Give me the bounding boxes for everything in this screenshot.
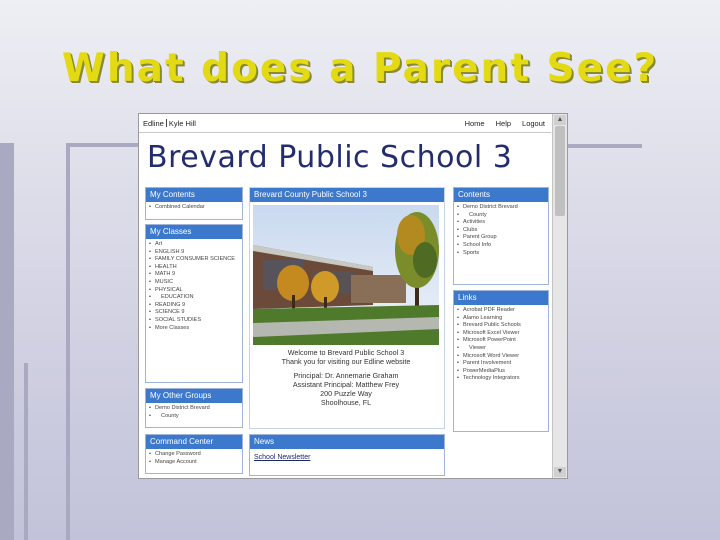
list-item[interactable]: • Acrobat PDF Reader bbox=[454, 307, 548, 315]
account-info bbox=[143, 119, 196, 128]
home-link[interactable]: Home bbox=[464, 119, 485, 128]
list-item[interactable]: • Activities bbox=[454, 219, 548, 227]
list-item[interactable]: • SOCIAL STUDIES bbox=[146, 317, 242, 325]
slide-deco-bar bbox=[66, 143, 138, 147]
welcome-line: Thank you for visiting our Edline website bbox=[281, 357, 411, 366]
product-name: Edline bbox=[143, 119, 164, 128]
principal-line: Principal: Dr. Annemarie Graham bbox=[293, 371, 399, 380]
list-item[interactable]: • Change Password bbox=[146, 451, 242, 459]
my-contents-heading: My Contents bbox=[146, 188, 242, 202]
school-box-heading: Brevard County Public School 3 bbox=[250, 188, 444, 202]
list-item[interactable]: • Brevard Public Schools bbox=[454, 322, 548, 330]
divider bbox=[166, 119, 167, 127]
list-item[interactable]: • Combined Calendar bbox=[146, 204, 242, 212]
list-item[interactable]: • Viewer bbox=[454, 345, 548, 353]
welcome-text bbox=[251, 348, 441, 407]
list-item[interactable]: • Technology Integrators bbox=[454, 375, 548, 383]
list-item[interactable]: • Sports bbox=[454, 250, 548, 258]
list-item[interactable]: • County bbox=[454, 212, 548, 220]
my-contents-box bbox=[145, 187, 243, 220]
list-item[interactable]: • More Classes bbox=[146, 325, 242, 333]
school-building-image bbox=[253, 205, 439, 345]
my-contents-list bbox=[146, 202, 242, 212]
list-item[interactable]: • Microsoft Word Viewer bbox=[454, 353, 548, 361]
my-classes-list bbox=[146, 239, 242, 332]
list-item[interactable]: • HEALTH bbox=[146, 264, 242, 272]
list-item[interactable]: • FAMILY CONSUMER SCIENCE bbox=[146, 256, 242, 264]
logout-link[interactable]: Logout bbox=[522, 119, 545, 128]
list-item[interactable]: • PowerMediaPlus bbox=[454, 368, 548, 376]
city-line: Shoolhouse, FL bbox=[320, 398, 372, 407]
list-item[interactable]: • MUSIC bbox=[146, 279, 242, 287]
site-title: Brevard Public School 3 bbox=[147, 140, 513, 175]
slide-deco-bar bbox=[66, 143, 70, 540]
list-item[interactable]: • Demo District Brevard bbox=[454, 204, 548, 212]
list-item[interactable]: • Microsoft Excel Viewer bbox=[454, 330, 548, 338]
command-center-box bbox=[145, 434, 243, 474]
school-photo bbox=[253, 205, 439, 345]
list-item[interactable]: • EDUCATION bbox=[146, 294, 242, 302]
list-item[interactable]: • SCIENCE 9 bbox=[146, 309, 242, 317]
slide-deco-bar bbox=[0, 143, 14, 540]
list-item[interactable]: • Art bbox=[146, 241, 242, 249]
scroll-down-arrow-icon[interactable]: ▼ bbox=[554, 467, 566, 477]
news-box bbox=[249, 434, 445, 476]
help-link[interactable]: Help bbox=[495, 119, 512, 128]
top-links bbox=[465, 119, 545, 128]
slide-deco-bar bbox=[566, 144, 642, 148]
my-classes-heading: My Classes bbox=[146, 225, 242, 239]
scroll-thumb[interactable] bbox=[555, 126, 565, 216]
my-classes-box bbox=[145, 224, 243, 383]
edline-screenshot bbox=[138, 113, 568, 479]
contents-list bbox=[454, 202, 548, 257]
list-item[interactable]: • School Info bbox=[454, 242, 548, 250]
list-item[interactable]: • MATH 9 bbox=[146, 271, 242, 279]
links-list bbox=[454, 305, 548, 383]
contents-box bbox=[453, 187, 549, 285]
slide-title: What does a Parent See? bbox=[61, 46, 659, 91]
user-name: Kyle Hill bbox=[168, 119, 196, 128]
list-item[interactable]: • Parent Involvement bbox=[454, 360, 548, 368]
list-item[interactable]: • Clubs bbox=[454, 227, 548, 235]
assistant-principal-line: Assistant Principal: Matthew Frey bbox=[292, 380, 400, 389]
my-other-groups-list bbox=[146, 403, 242, 420]
list-item[interactable]: • Parent Group bbox=[454, 234, 548, 242]
links-heading: Links bbox=[454, 291, 548, 305]
list-item[interactable]: • Microsoft PowerPoint bbox=[454, 337, 548, 345]
school-newsletter-link[interactable]: School Newsletter bbox=[254, 454, 311, 461]
my-other-groups-heading: My Other Groups bbox=[146, 389, 242, 403]
list-item[interactable]: • READING 9 bbox=[146, 302, 242, 310]
list-item[interactable]: • Alamo Learning bbox=[454, 315, 548, 323]
top-bar bbox=[139, 114, 551, 133]
slide-deco-bar bbox=[24, 363, 28, 540]
list-item[interactable]: • ENGLISH 9 bbox=[146, 249, 242, 257]
list-item[interactable]: • PHYSICAL bbox=[146, 287, 242, 295]
news-heading: News bbox=[250, 435, 444, 449]
vertical-scrollbar[interactable] bbox=[552, 114, 567, 478]
list-item[interactable]: • Demo District Brevard bbox=[146, 405, 242, 413]
list-item[interactable]: • County bbox=[146, 413, 242, 421]
list-item[interactable]: • Manage Account bbox=[146, 459, 242, 467]
contents-heading: Contents bbox=[454, 188, 548, 202]
welcome-line: Welcome to Brevard Public School 3 bbox=[287, 348, 405, 357]
my-other-groups-box bbox=[145, 388, 243, 428]
links-box bbox=[453, 290, 549, 432]
command-center-heading: Command Center bbox=[146, 435, 242, 449]
command-center-list bbox=[146, 449, 242, 466]
address-line: 200 Puzzle Way bbox=[320, 389, 372, 398]
scroll-up-arrow-icon[interactable]: ▲ bbox=[554, 115, 566, 125]
